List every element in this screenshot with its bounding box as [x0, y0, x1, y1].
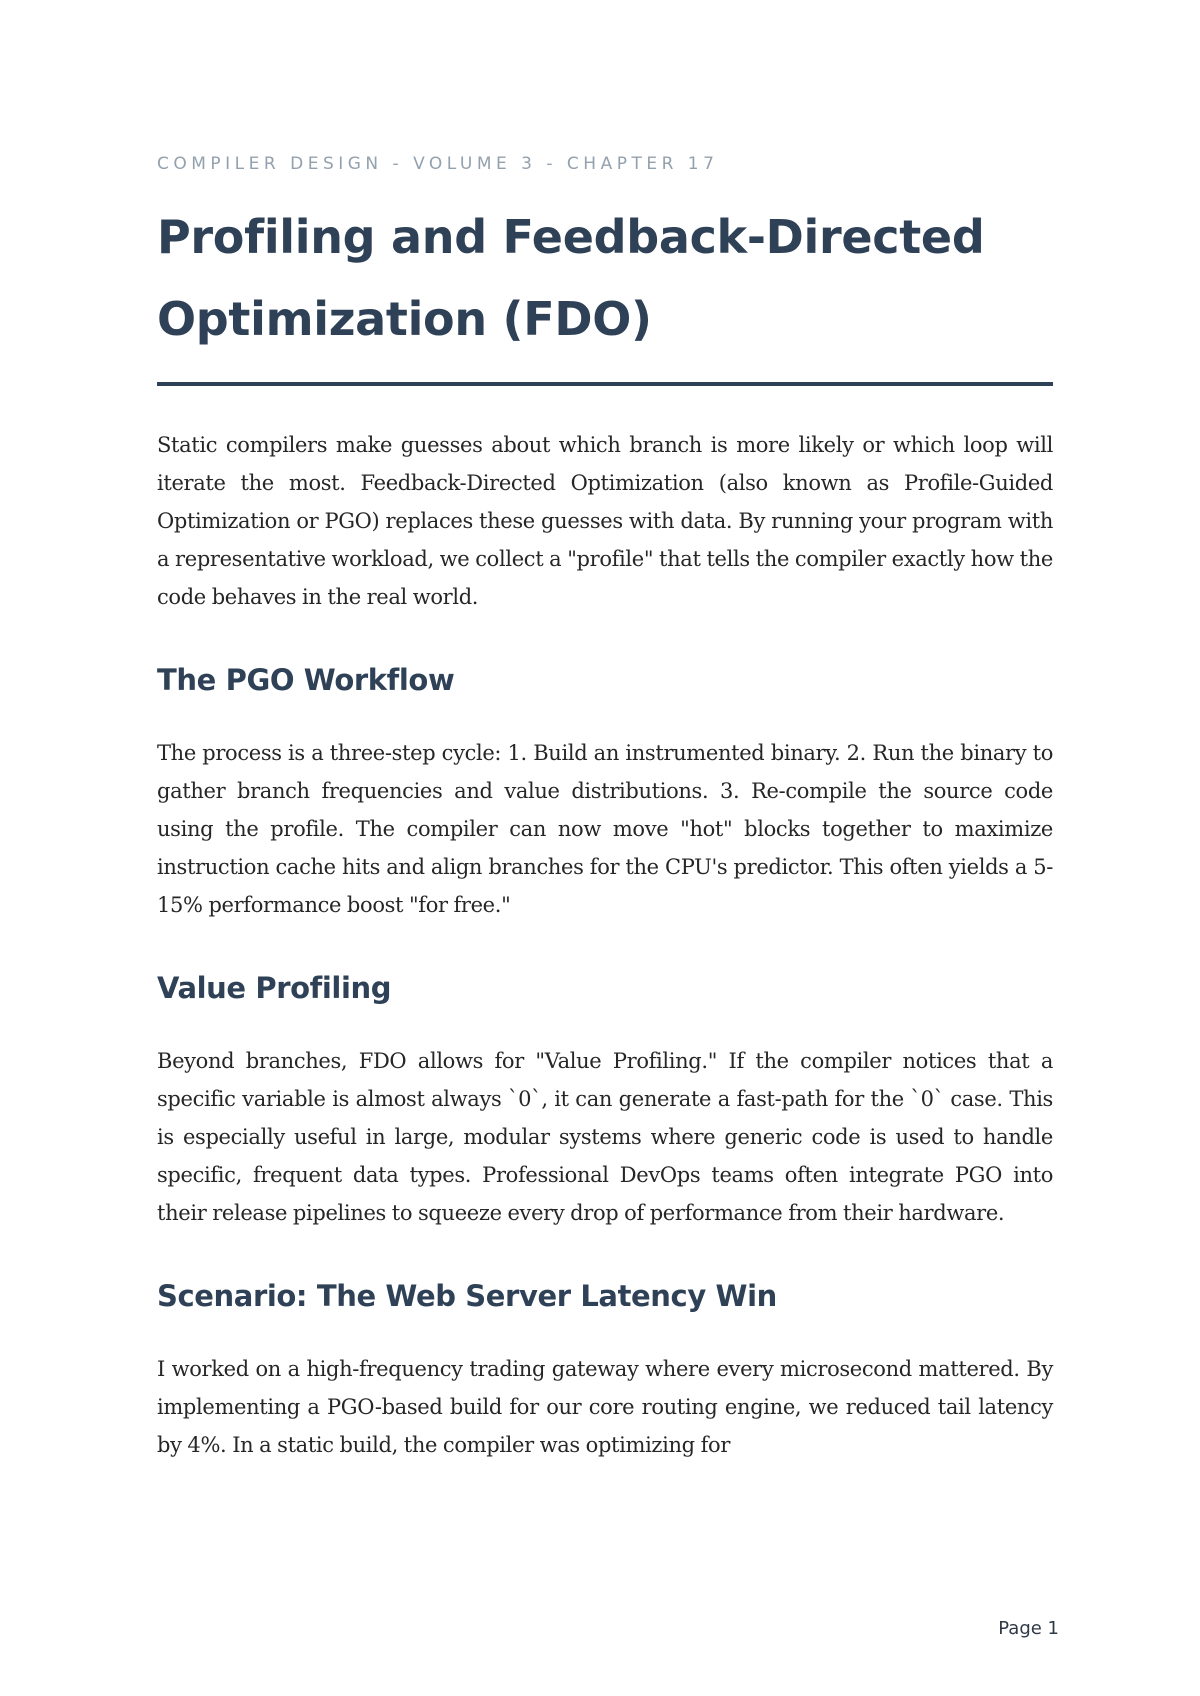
- section-paragraph-value-profiling: Beyond branches, FDO allows for "Value Profiling." If the compiler notices that a specific variable is almost always `0`, it can generate a fast-path for the `0` case. This is especially useful in large, modular systems where generic code is used to handle specific, frequent data types. Professional DevOps teams often integrate PGO into their release pipelines to squeeze every drop of performance from their hardware.: [157, 1049, 1053, 1225]
- page-content: [157, 150, 1053, 1464]
- section-heading-scenario: Scenario: The Web Server Latency Win: [157, 1279, 777, 1313]
- chapter-kicker: COMPILER DESIGN - VOLUME 3 - CHAPTER 17: [157, 154, 719, 174]
- intro-paragraph: Static compilers make guesses about which branch is more likely or which loop will iterate the most. Feedback-Directed Optimization (also known as Profile-Guided Optimization or PGO) replaces these guesses with data. By running your program with a representative workload, we collect a "profile" that tells the compiler exactly how the code behaves in the real world.: [157, 433, 1053, 609]
- section-heading-value-profiling: Value Profiling: [157, 971, 392, 1005]
- section-paragraph-scenario: I worked on a high-frequency trading gateway where every microsecond mattered. By implementing a PGO-based build for our core routing engine, we reduced tail latency by 4%. In a static build, the compiler was optimizing for: [157, 1357, 1053, 1457]
- page-title: Profiling and Feedback-Directed Optimization (FDO): [157, 210, 985, 346]
- section-heading-pgo-workflow: The PGO Workflow: [157, 663, 455, 697]
- section-paragraph-pgo-workflow: The process is a three-step cycle: 1. Build an instrumented binary. 2. Run the binary to gather branch frequencies and value distributions. 3. Re-compile the source code using the profile. The compiler can now move "hot" blocks together to maximize instruction cache hits and align branches for the CPU's predictor. This often yields a 5-15% performance boost "for free.": [157, 741, 1053, 917]
- page-number: Page 1: [998, 1618, 1059, 1639]
- title-divider: [157, 382, 1053, 386]
